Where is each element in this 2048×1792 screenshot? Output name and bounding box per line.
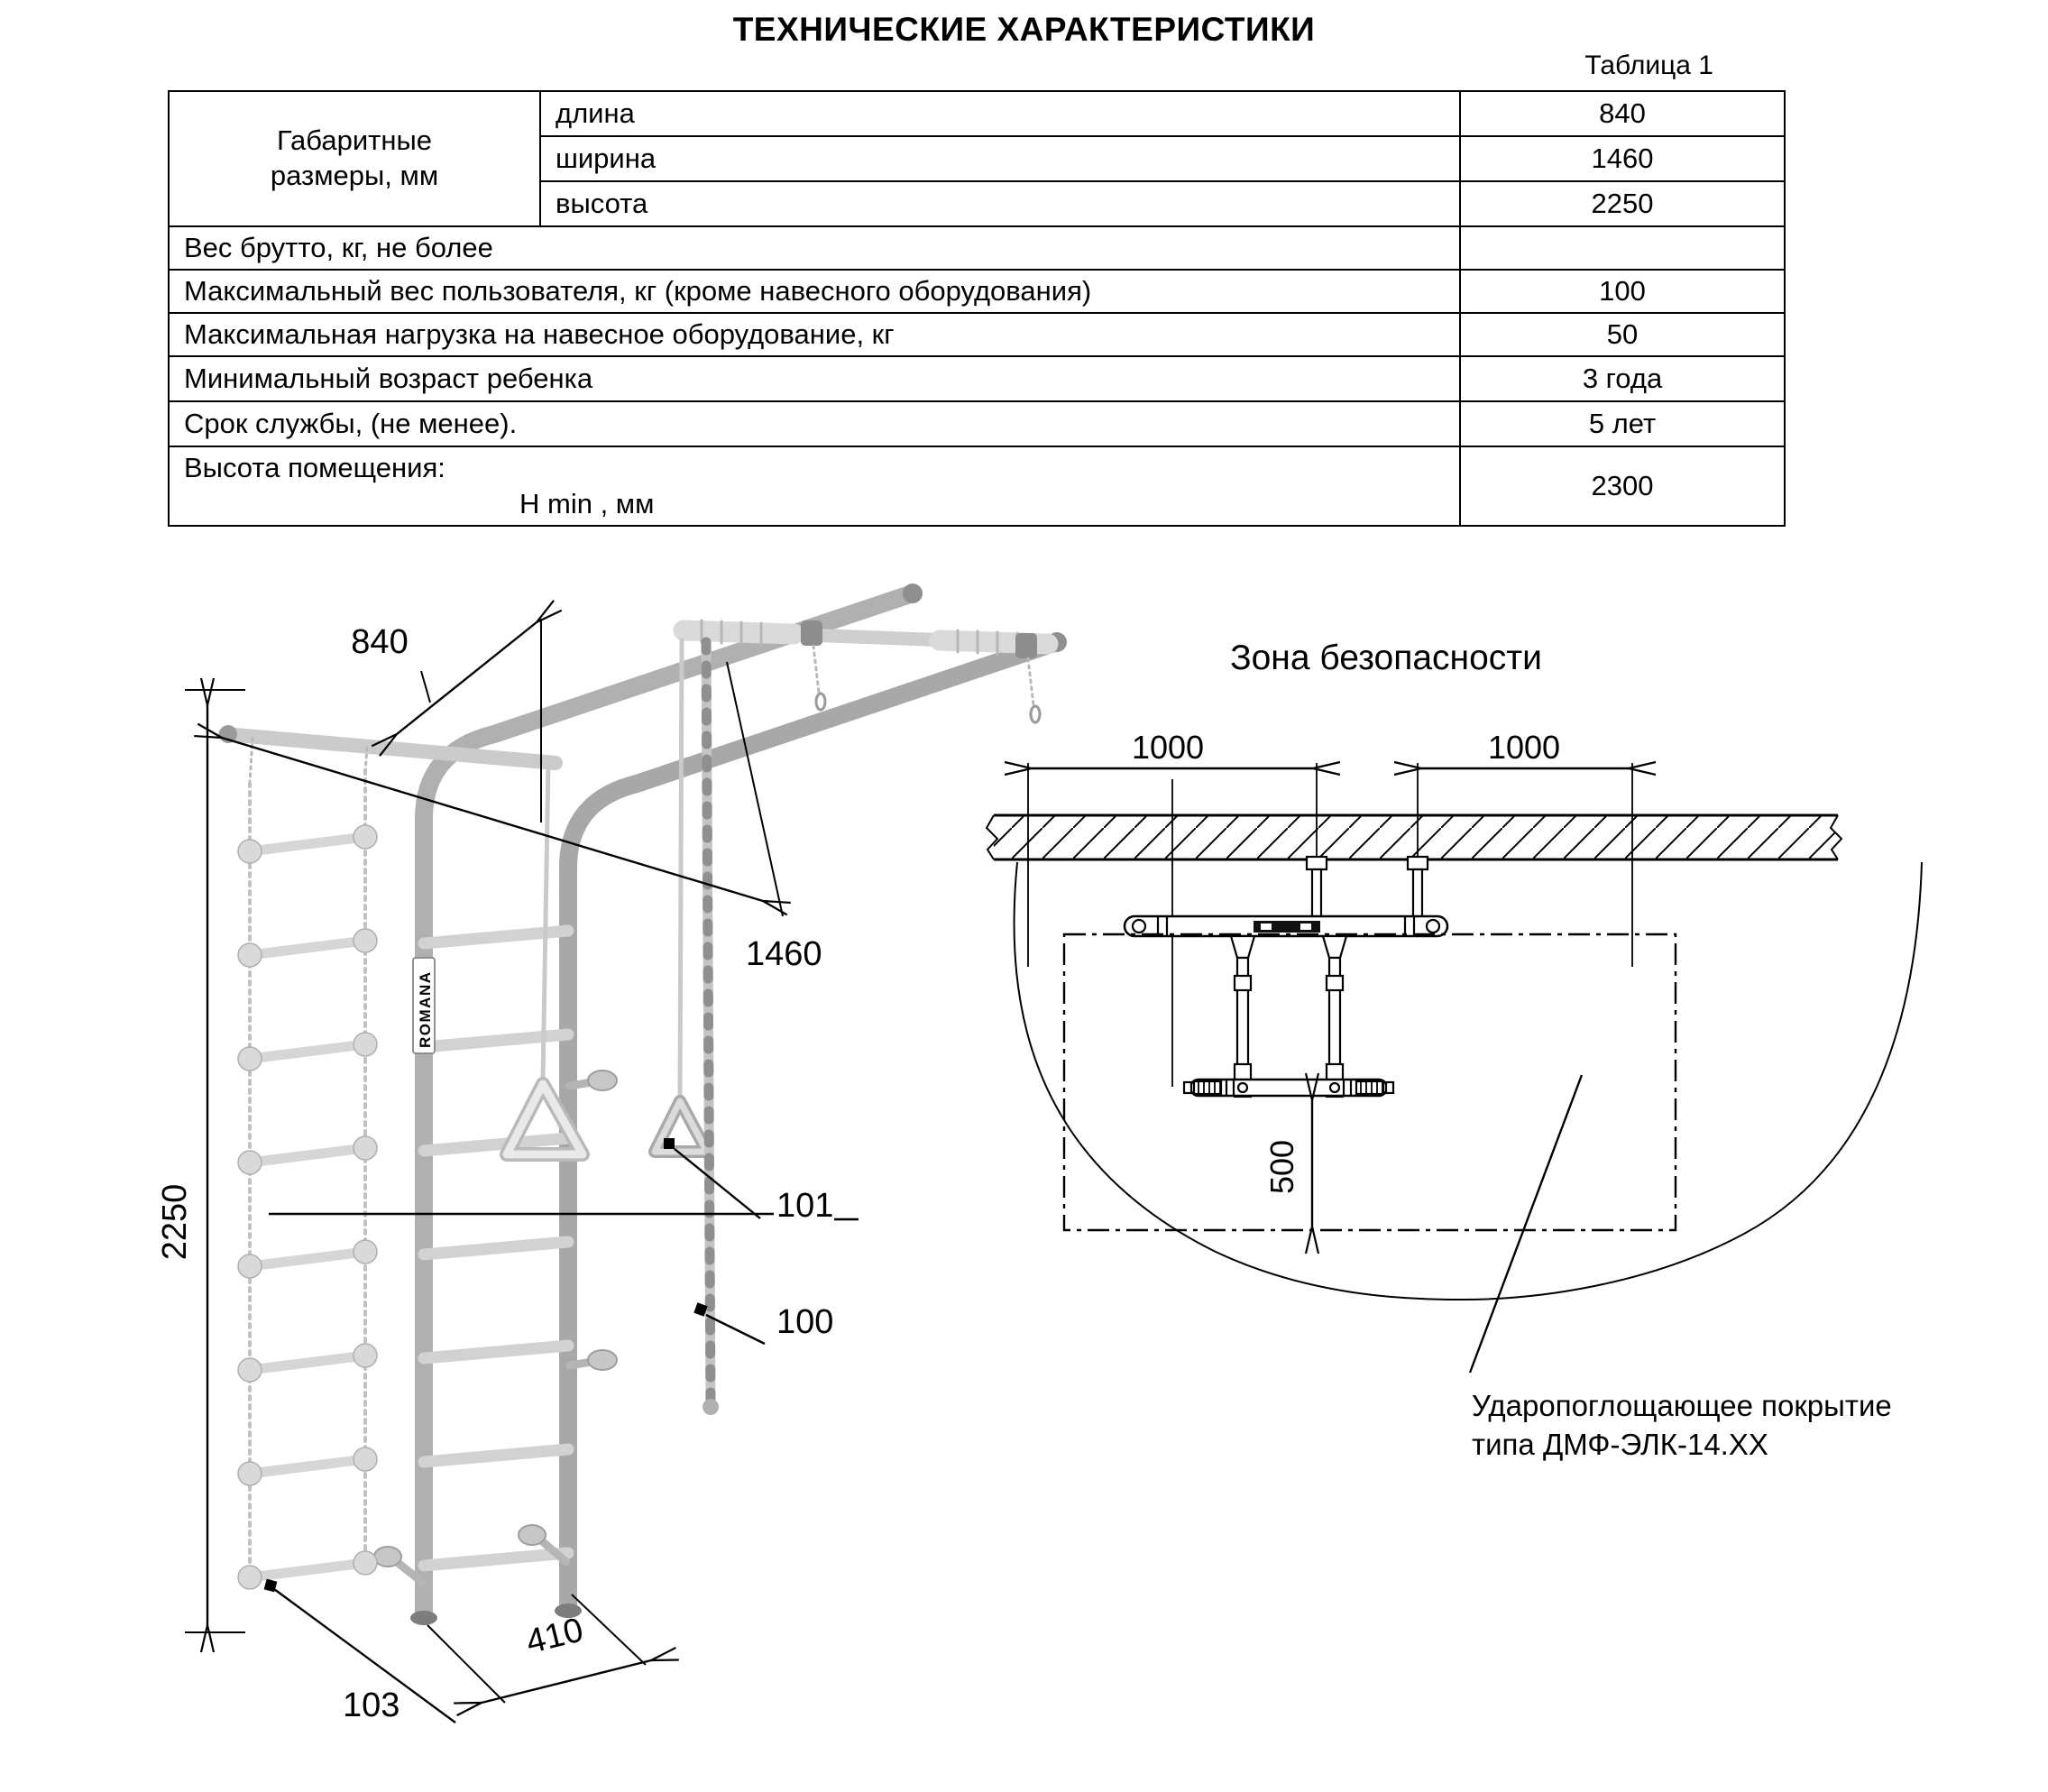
group-label-line2: размеры, мм: [270, 160, 439, 191]
foot-cap: [410, 1611, 437, 1625]
room-value-cell: 2300: [1460, 446, 1785, 526]
dim-label-1000-right: 1000: [1487, 729, 1561, 766]
row-label-cell: Минимальный возраст ребенка: [169, 356, 1460, 401]
dim-label-cell: высота: [540, 181, 1460, 226]
zone-title: Зона безопасности: [1230, 639, 1542, 677]
dim-label-cell: длина: [540, 91, 1460, 136]
row-label-cell: Максимальный вес пользователя, кг (кроме навесного оборудования): [169, 270, 1460, 313]
brand-sticker: [413, 958, 435, 1053]
knurled-grip: [1356, 1081, 1383, 1094]
dim-line-840: [397, 622, 537, 734]
dim-label-840: 840: [351, 623, 409, 661]
dim-label-cell: ширина: [540, 136, 1460, 181]
room-label: Высота помещения:: [184, 451, 445, 483]
room-sub-label: H min , мм: [519, 488, 655, 519]
row-value-cell: 100: [1460, 270, 1785, 313]
wall-flange: [903, 584, 923, 603]
dim-value-cell: 1460: [1460, 136, 1785, 181]
safety-zone-drawing: [987, 639, 1922, 1461]
wall-bars-drawing: [219, 584, 1067, 1625]
knurled-grip: [1194, 1081, 1221, 1094]
group-label-line1: Габаритные: [277, 124, 432, 157]
dim-value-cell: 2250: [1460, 181, 1785, 226]
page-title: ТЕХНИЧЕСКИЕ ХАРАКТЕРИСТИКИ: [732, 11, 1316, 48]
row-value-cell: 5 лет: [1460, 401, 1785, 446]
callout-label-101: 101: [776, 1187, 834, 1225]
dim-label-500: 500: [1263, 1139, 1300, 1195]
brand-label: ROMANA: [417, 970, 434, 1048]
rope-ladder: [238, 738, 377, 1589]
dim-value-cell: 840: [1460, 91, 1785, 136]
dim-label-1000-left: 1000: [1131, 729, 1205, 766]
dim-label-1460: 1460: [746, 935, 822, 973]
note-line2: типа ДМФ-ЭЛК-14.ХХ: [1472, 1428, 1768, 1461]
table-caption: Таблица 1: [1584, 51, 1713, 80]
row-label-cell: Максимальная нагрузка на навесное оборудование, кг: [169, 313, 1460, 356]
dim-line-410: [482, 1660, 651, 1703]
frame-rail-right: [568, 642, 1057, 1609]
dim-label-2250: 2250: [156, 1183, 194, 1261]
row-value-cell: 3 года: [1460, 356, 1785, 401]
wall-hatched-band: [994, 815, 1838, 859]
row-value-cell: 50: [1460, 313, 1785, 356]
note-line1: Ударопоглощающее покрытие: [1472, 1389, 1892, 1422]
callout-label-100: 100: [776, 1303, 834, 1341]
row-label-cell: Срок службы, (не менее).: [169, 401, 1460, 446]
frame-rail-left: [424, 593, 913, 1616]
note-leader: [1470, 1075, 1582, 1373]
dim-label-410: 410: [522, 1611, 587, 1662]
row-label-cell: Вес брутто, кг, не более: [169, 226, 1460, 270]
ladder-rungs: [424, 931, 568, 1566]
dim-label-103: 103: [343, 1686, 400, 1724]
